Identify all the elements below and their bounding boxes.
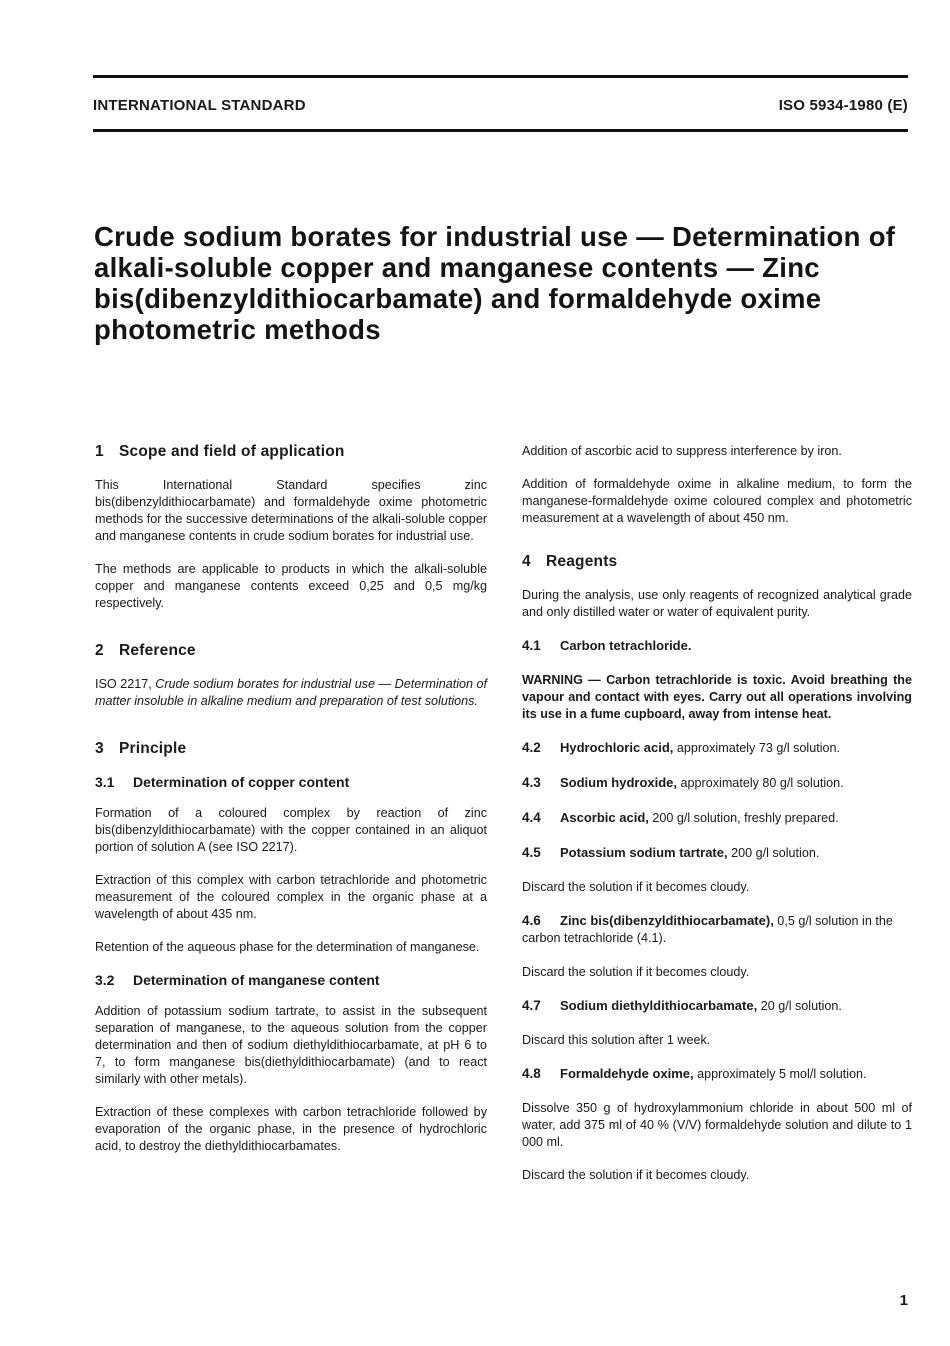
section-4-heading: 4 Reagents <box>522 553 618 570</box>
manganese-principle-paragraph-3: Addition of ascorbic acid to suppress interference by iron. <box>522 444 842 458</box>
copper-principle-paragraph-1: Formation of a coloured complex by reaction of zinc bis(dibenzyldithiocarbamate) with the copper contained in an aliquot portion of solution A (see ISO 2217). <box>95 806 487 854</box>
header-document-type: INTERNATIONAL STANDARD <box>93 97 306 114</box>
reference-title: Crude sodium borates for industrial use — Determination of matter insoluble in alkaline medium and preparation of test solutions. <box>95 677 488 708</box>
reference-paragraph: ISO 2217, Crude sodium borates for industrial use — Determination of matter insoluble in alkaline medium and preparation of test solutions. <box>95 677 488 708</box>
manganese-principle-paragraph-2: Extraction of these complexes with carbon tetrachloride followed by evaporation of the organic phase, in the presence of hydrochloric acid, to destroy the diethyldithiocarbamates. <box>95 1105 487 1153</box>
reagents-intro: During the analysis, use only reagents of recognized analytical grade and only distilled water or water of equivalent purity. <box>522 588 912 619</box>
subsection-3-2-heading: 3.2 Determination of manganese content <box>95 972 380 988</box>
reagent-4-3: 4.3 Sodium hydroxide, approximately 80 g/l solution. <box>522 775 844 790</box>
reagent-4-8-preparation: Dissolve 350 g of hydroxylammonium chloride in about 500 ml of water, add 375 ml of 40 % (V/V) formaldehyde solution and dilute to 1 000 ml. <box>522 1101 912 1149</box>
section-3-heading: 3 Principle <box>95 740 187 757</box>
copper-principle-paragraph-2: Extraction of this complex with carbon tetrachloride and photometric measurement of the coloured complex in the organic phase at a wavelength of about 435 nm. <box>95 873 487 921</box>
copper-principle-paragraph-3: Retention of the aqueous phase for the determination of manganese. <box>95 940 480 954</box>
reagent-4-8: 4.8 Formaldehyde oxime, approximately 5 mol/l solution. <box>522 1066 867 1081</box>
document-title: Crude sodium borates for industrial use — Determination of alkali-soluble copper and manganese contents — Zinc bis(dibenzyldithiocarbamate) and formaldehyde oxime photometric methods <box>94 221 896 345</box>
reagent-4-7: 4.7 Sodium diethyldithiocarbamate, 20 g/l solution. <box>522 998 842 1013</box>
right-column <box>522 443 912 1200</box>
carbon-tetrachloride-warning: WARNING — Carbon tetrachloride is toxic. Avoid breathing the vapour and contact with eyes. Carry out all operations involving its use in a fume cupboard, away from intense heat. <box>522 673 912 721</box>
reagent-4-8-note: Discard the solution if it becomes cloudy. <box>522 1168 750 1182</box>
section-2-heading: 2 Reference <box>95 642 196 659</box>
manganese-principle-paragraph-1: Addition of potassium sodium tartrate, to assist in the subsequent separation of manganese, to the aqueous solution from the copper determination and then of sodium diethyldithiocarbamate, at pH 6 to 7, to form manganese bis(diethyldithiocarbamate) (and to react similarly with other metals). <box>95 1004 487 1086</box>
header-standard-number: ISO 5934-1980 (E) <box>778 97 908 114</box>
reagent-4-2: 4.2 Hydrochloric acid, approximately 73 g/l solution. <box>522 740 841 755</box>
reagent-4-7-note: Discard this solution after 1 week. <box>522 1033 711 1047</box>
reagent-4-5-note: Discard the solution if it becomes cloudy. <box>522 880 750 894</box>
reagent-4-4: 4.4 Ascorbic acid, 200 g/l solution, freshly prepared. <box>522 810 839 825</box>
reagent-4-6-note: Discard the solution if it becomes cloudy. <box>522 965 750 979</box>
scope-paragraph-1: This International Standard specifies zinc bis(dibenzyldithiocarbamate) and formaldehyde oxime photometric methods for the successive determinations of the alkali-soluble copper and manganese contents in crude sodium borates for industrial use. <box>95 478 488 543</box>
manganese-principle-paragraph-4: Addition of formaldehyde oxime in alkaline medium, to form the manganese-formaldehyde oxime coloured complex and photometric measurement at a wavelength of about 450 nm. <box>522 477 912 525</box>
reagent-4-5: 4.5 Potassium sodium tartrate, 200 g/l solution. <box>522 845 820 860</box>
subsection-3-1-heading: 3.1 Determination of copper content <box>95 774 350 790</box>
reagent-4-1: 4.1 Carbon tetrachloride. <box>522 638 692 653</box>
header-top-rule <box>93 75 908 78</box>
left-column <box>95 443 487 1171</box>
reagent-4-6: 4.6 Zinc bis(dibenzyldithiocarbamate), 0,5 g/l solution in the carbon tetrachloride (4.1). <box>522 913 893 945</box>
header-bottom-rule <box>93 129 908 132</box>
scope-paragraph-2: The methods are applicable to products in which the alkali-soluble copper and manganese contents exceed 0,25 and 0,5 mg/kg respectively. <box>95 562 487 610</box>
page-number: 1 <box>899 1292 908 1309</box>
section-1-heading: 1 Scope and field of application <box>95 443 345 460</box>
